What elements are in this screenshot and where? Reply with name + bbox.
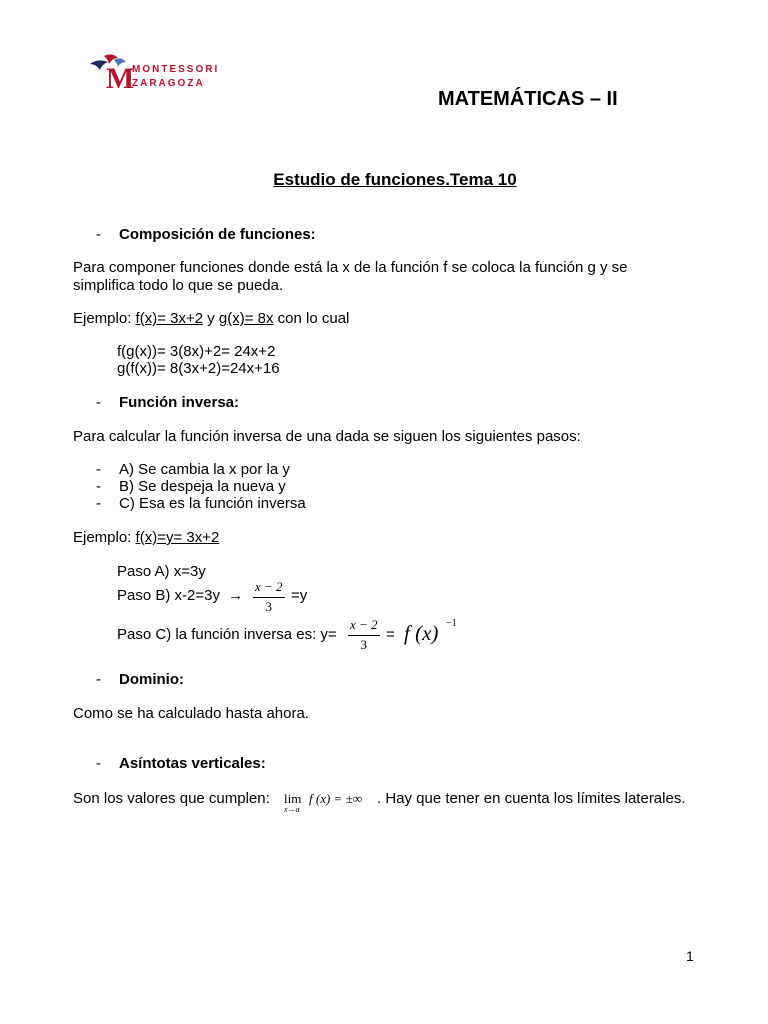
logo-text-bottom: ZARAGOZA <box>132 78 205 89</box>
formula-gf: g(f(x))= 8(3x+2)=24x+16 <box>117 360 280 377</box>
bullet-dash: - <box>96 495 101 512</box>
inverse-function-symbol: f (x) <box>404 621 439 645</box>
paso-b-tail: =y <box>291 587 308 604</box>
paragraph-dominio: Como se ha calculado hasta ahora. <box>73 705 309 722</box>
fraction-denominator: 3 <box>360 637 368 652</box>
step-paso-c: Paso C) la función inversa es: y= <box>117 626 337 643</box>
paso-b-text: Paso B) x-2=3y <box>117 587 220 604</box>
step-paso-b <box>117 587 243 605</box>
subject-title: MATEMÁTICAS – II <box>438 88 618 110</box>
example-inversa <box>73 529 219 547</box>
fraction-denominator: 3 <box>265 599 273 614</box>
example-tail: con lo cual <box>273 310 350 327</box>
logo-text-top: MONTESSORI <box>132 64 220 75</box>
paragraph-asintotas-end: . Hay que tener en cuenta los límites laterales. <box>377 790 686 807</box>
limit-subscript: x→a <box>284 805 300 814</box>
bullet-dash: - <box>96 394 101 411</box>
section-heading-dominio: Dominio: <box>119 671 184 688</box>
example-g: g(x)= 8x <box>218 310 274 327</box>
section-heading-inversa: Función inversa: <box>119 394 240 411</box>
paragraph-asintotas-start: Son los valores que cumplen: <box>73 790 270 807</box>
section-heading-composicion: Composición de funciones: <box>119 226 316 243</box>
fraction-paso-c <box>348 617 380 653</box>
list-item-step-b: B) Se despeja la nueva y <box>119 478 286 495</box>
list-item-step-a: A) Se cambia la x por la y <box>119 461 290 478</box>
paragraph-composicion-1: Para componer funciones donde está la x de la función f se coloca la función g y se <box>73 259 628 276</box>
school-logo <box>88 50 228 96</box>
step-paso-a: Paso A) x=3y <box>117 563 206 580</box>
bullet-dash: - <box>96 478 101 495</box>
example-composicion <box>73 310 349 328</box>
fraction-paso-b <box>253 579 285 615</box>
limit-symbol: lim <box>284 791 302 806</box>
limit-expression: f (x) = ±∞ <box>309 791 362 806</box>
example-function: f(x)=y= 3x+2 <box>135 529 220 546</box>
list-item-step-c: C) Esa es la función inversa <box>119 495 306 512</box>
formula-fg: f(g(x))= 3(8x)+2= 24x+2 <box>117 343 276 360</box>
fraction-numerator: x − 2 <box>348 617 380 636</box>
bullet-dash: - <box>96 755 101 772</box>
example-label: Ejemplo: <box>73 529 136 546</box>
bullet-dash: - <box>96 226 101 243</box>
page-number: 1 <box>686 948 694 964</box>
example-label: Ejemplo: <box>73 310 136 327</box>
inverse-exponent: −1 <box>446 618 457 629</box>
example-conjunction: y <box>203 310 219 327</box>
section-heading-asintotas: Asíntotas verticales: <box>119 755 266 772</box>
bullet-dash: - <box>96 461 101 478</box>
paragraph-composicion-2: simplifica todo lo que se pueda. <box>73 277 284 294</box>
paso-c-equals: = <box>386 626 395 643</box>
fraction-numerator: x − 2 <box>253 579 285 598</box>
svg-text:M: M <box>106 62 135 95</box>
paragraph-inversa-intro: Para calcular la función inversa de una dada se siguen los siguientes pasos: <box>73 428 581 445</box>
example-f: f(x)= 3x+2 <box>135 310 204 327</box>
arrow-icon: → <box>228 587 244 604</box>
document-title: Estudio de funciones.Tema 10 <box>273 170 517 189</box>
bullet-dash: - <box>96 671 101 688</box>
